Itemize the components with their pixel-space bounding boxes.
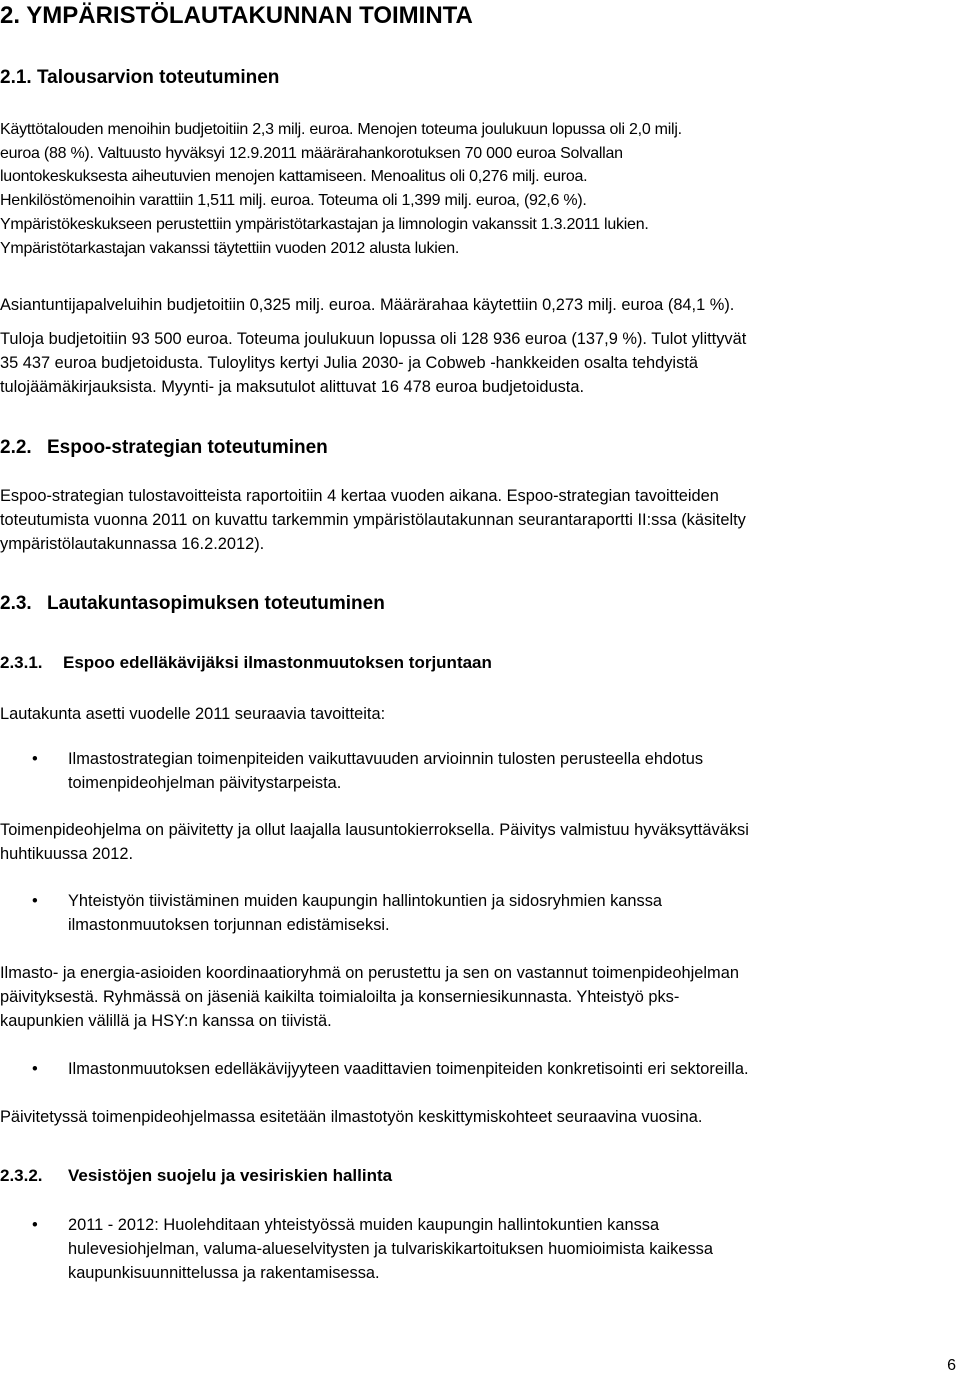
text-line: Espoo-strategian tulostavoitteista raportoitiin 4 kertaa vuoden aikana. Espoo-strategian tavoitteiden (0, 487, 719, 505)
paragraph-updated-plan (0, 1106, 950, 1130)
paragraph-budget (0, 118, 950, 260)
section-2-3-heading (0, 592, 385, 616)
text-line: Ympäristökeskukseen perustettiin ympäristötarkastajan ja limnologin vakanssit 1.3.2011 lukien. (0, 215, 649, 233)
main-heading: 2. YMPÄRISTÖLAUTAKUNNAN TOIMINTA (0, 2, 473, 29)
text-line: Ilmastonmuutoksen edelläkävijyyteen vaadittavien toimenpiteiden konkretisointi eri sektoreilla. (68, 1060, 749, 1078)
text-line: toimenpideohjelman päivitystarpeista. (68, 773, 342, 792)
text-line: Asiantuntijapalveluihin budjetoitiin 0,325 milj. euroa. Määrärahaa käytettiin 0,273 milj. euroa (84,1 %). (0, 296, 735, 314)
section-number: 2.2. (0, 437, 32, 458)
paragraph-expert-services (0, 294, 950, 318)
bullet-marker: • (32, 892, 38, 910)
text-line: toteutumista vuonna 2011 on kuvattu tarkemmin ympäristölautakunnan seurantaraportti II:ssa (käsitelty (0, 510, 746, 529)
text-line: ilmastonmuutoksen torjunnan edistämiseksi. (68, 915, 390, 934)
text-line: 35 437 euroa budjetoidusta. Tuloylitys kertyi Julia 2030- ja Cobweb -hankkeiden osalta tehdyistä (0, 353, 698, 372)
section-title: Lautakuntasopimuksen toteutuminen (47, 593, 385, 614)
text-line: Ilmasto- ja energia-asioiden koordinaatioryhmä on perustettu ja sen on vastannut toimenpideohjelman (0, 964, 739, 982)
section-number: 2.3.1. (0, 653, 43, 672)
text-line: hulevesiohjelman, valuma-alueselvitysten ja tulvariskikartoituksen huomioimista kaikessa (68, 1239, 713, 1258)
section-title: Vesistöjen suojelu ja vesiriskien hallinta (68, 1166, 393, 1185)
text-line: Henkilöstömenoihin varattiin 1,511 milj. euroa. Toteuma oli 1,399 milj. euroa, (92,6 %). (0, 192, 587, 210)
paragraph-strategy (0, 485, 950, 556)
section-title: Espoo-strategian toteutuminen (47, 437, 328, 458)
text-line: kaupunkien välillä ja HSY:n kanssa on tiivistä. (0, 1011, 332, 1030)
text-line: Toimenpideohjelma on päivitetty ja ollut laajalla lausuntokierroksella. Päivitys valmistuu hyväksyttäväksi (0, 821, 749, 839)
text-line: Yhteistyön tiivistäminen muiden kaupungin hallintokuntien ja sidosryhmien kanssa (68, 892, 663, 910)
text-line: Lautakunta asetti vuodelle 2011 seuraavia tavoitteita: (0, 705, 386, 723)
text-line: kaupunkisuunnittelussa ja rakentamisessa. (68, 1263, 380, 1282)
section-2-1-heading: 2.1. Talousarvion toteutuminen (0, 67, 280, 88)
bullet-marker: • (32, 1060, 38, 1078)
bullet-marker: • (32, 1216, 38, 1234)
section-title: Espoo edelläkävijäksi ilmastonmuutoksen torjuntaan (63, 653, 492, 672)
text-line: tulojäämäkirjauksista. Myynti- ja maksutulot alittuvat 16 478 euroa budjetoidusta. (0, 377, 584, 396)
text-line: 2011 - 2012: Huolehditaan yhteistyössä muiden kaupungin hallintokuntien kanssa (68, 1216, 660, 1234)
text-line: Ilmastostrategian toimenpiteiden vaikuttavuuden arvioinnin tulosten perusteella ehdotus (68, 750, 704, 768)
text-line: päivityksestä. Ryhmässä on jäseniä kaikilta toimialoilta ja konserniesikunnasta. Yhteistyö pks- (0, 987, 680, 1006)
section-2-3-1-heading (0, 652, 492, 674)
section-2-2-heading (0, 436, 328, 460)
text-line: ympäristölautakunnassa 16.2.2012). (0, 534, 265, 553)
text-line: euroa (88 %). Valtuusto hyväksyi 12.9.2011 määrärahankorotuksen 70 000 euroa Solvallan (0, 144, 623, 162)
text-line: huhtikuussa 2012. (0, 844, 134, 863)
page-number: 6 (947, 1357, 956, 1374)
section-number: 2.3. (0, 593, 32, 614)
paragraph-action-plan-status (0, 819, 950, 867)
section-number: 2.3.2. (0, 1166, 43, 1185)
paragraph-coordination-group (0, 962, 950, 1033)
section-2-3-2-heading (0, 1165, 392, 1187)
text-line: Ympäristötarkastajan vakanssi täytettiin vuoden 2012 alusta lukien. (0, 239, 460, 257)
paragraph-income (0, 328, 950, 399)
text-line: Tuloja budjetoitiin 93 500 euroa. Toteuma joulukuun lopussa oli 128 936 euroa (137,9 %). Tulot ylittyvät (0, 330, 747, 348)
bullet-marker: • (32, 750, 38, 768)
text-line: luontokeskuksesta aiheutuvien menojen kattamiseen. Menoalitus oli 0,276 milj. euroa. (0, 168, 588, 186)
text-line: Päivitetyssä toimenpideohjelmassa esitetään ilmastotyön keskittymiskohteet seuraavina vuosina. (0, 1108, 703, 1126)
paragraph-goals-intro (0, 703, 950, 727)
text-line: Käyttötalouden menoihin budjetoitiin 2,3 milj. euroa. Menojen toteuma joulukuun lopussa oli 2,0 milj. (0, 121, 682, 138)
